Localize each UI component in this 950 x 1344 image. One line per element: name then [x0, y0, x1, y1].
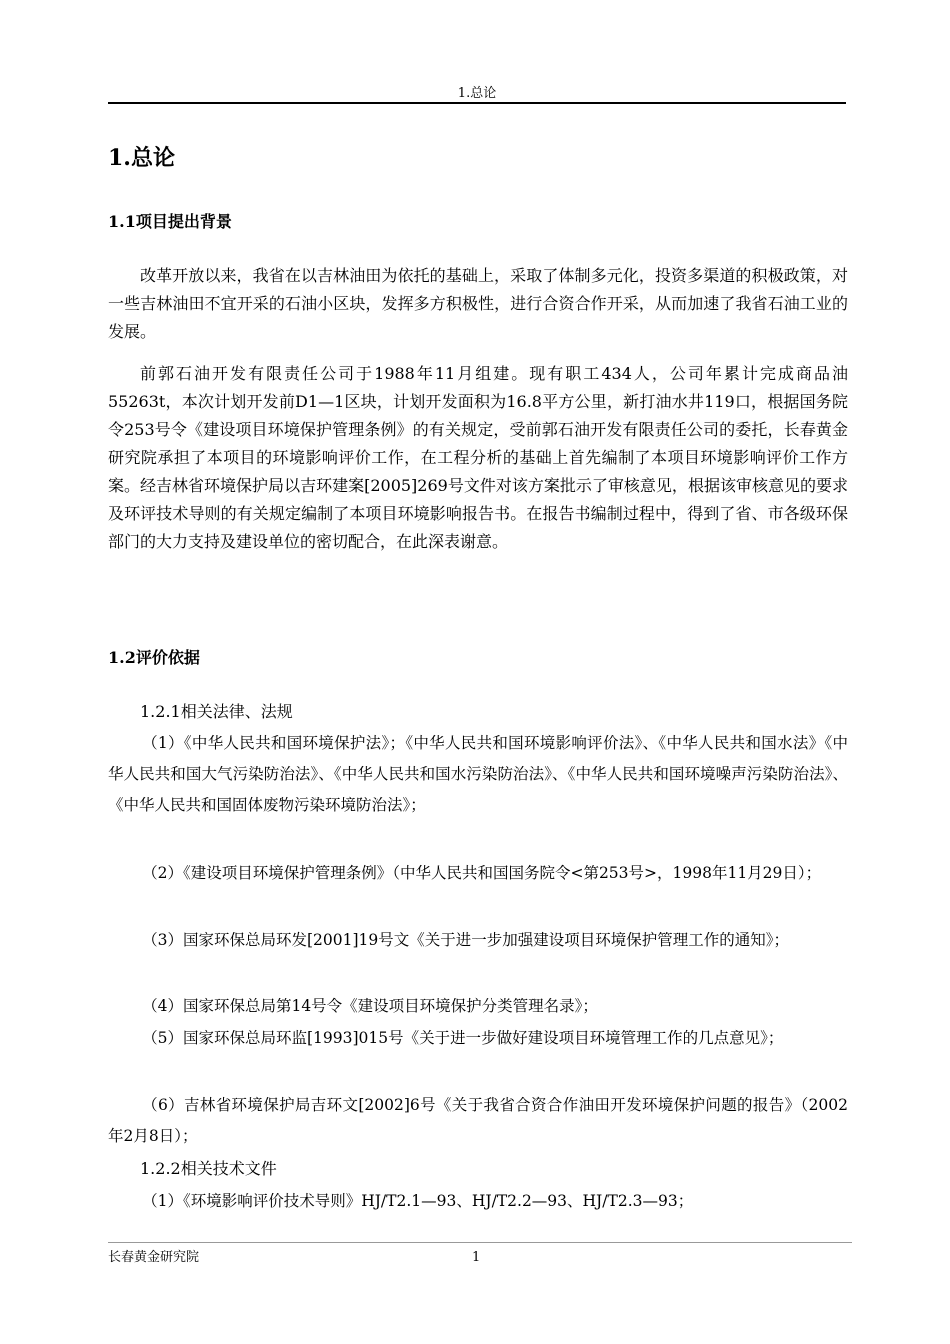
- section-title-1-2: 1.2评价依据: [108, 648, 200, 667]
- section-title-1-1: 1.1项目提出背景: [108, 212, 232, 231]
- list-item: （2）《建设项目环境保护管理条例》（中华人民共和国国务院令<第253号>，1998年11月29日）；: [142, 864, 822, 882]
- running-header: 1.总论: [457, 86, 497, 101]
- subsection-title-1-2-1: 1.2.1相关法律、法规: [140, 702, 293, 721]
- paragraph-background-2: 前郭石油开发有限责任公司于1988年11月组建。现有职工434人，公司年累计完成商品油55263t，本次计划开发前D1—1区块，计划开发面积为16.8平方公里，新打油水井119口，根据国务院令253号令《建设项目环境保护管理条例》的有关规定，受前郭石油开发有限责任公司的委托，长春黄金研究院承担了本项目的环境影响评价工作，在工程分析的基础上首先编制了本项目环境影响评价工作方案。经吉林省环境保护局以吉环建案[2005]269号文件对该方案批示了审核意见，根据该审核意见的要求及环评技术导则的有关规定编制了本项目环境影响报告书。在报告书编制过程中，得到了省、市各级环保部门的大力支持及建设单位的密切配合，在此深表谢意。: [108, 364, 848, 551]
- subsection-title-1-2-2: 1.2.2相关技术文件: [140, 1159, 277, 1178]
- footer-rule: [108, 1242, 852, 1243]
- chapter-title: 1.总论: [108, 145, 175, 171]
- header-rule: [108, 102, 846, 104]
- footer-organization: 长春黄金研究院: [108, 1250, 200, 1265]
- page-number: 1: [472, 1250, 481, 1265]
- list-item: （1）《中华人民共和国环境保护法》；《中华人民共和国环境影响评价法》、《中华人民共和国水法》《中华人民共和国大气污染防治法》、《中华人民共和国水污染防治法》、《中华人民共和国环境噪声污染防治法》、《中华人民共和国固体废物污染环境防治法》；: [108, 734, 848, 814]
- list-item: （5）国家环保总局环监[1993]015号《关于进一步做好建设项目环境管理工作的几点意见》；: [142, 1029, 784, 1047]
- list-item: （1）《环境影响评价技术导则》HJ/T2.1—93、HJ/T2.2—93、HJ/T2.3—93；: [142, 1192, 694, 1210]
- paragraph-background-1: 改革开放以来，我省在以吉林油田为依托的基础上，采取了体制多元化，投资多渠道的积极政策，对一些吉林油田不宜开采的石油小区块，发挥多方积极性，进行合资合作开采，从而加速了我省石油工业的发展。: [108, 266, 848, 341]
- list-item: （6）吉林省环境保护局吉环文[2002]6号《关于我省合资合作油田开发环境保护问题的报告》（2002年2月8日）；: [108, 1096, 848, 1145]
- list-item: （3）国家环保总局环发[2001]19号文《关于进一步加强建设项目环境保护管理工作的通知》；: [142, 931, 789, 949]
- list-item: （4）国家环保总局第14号令《建设项目环境保护分类管理名录》；: [142, 997, 598, 1015]
